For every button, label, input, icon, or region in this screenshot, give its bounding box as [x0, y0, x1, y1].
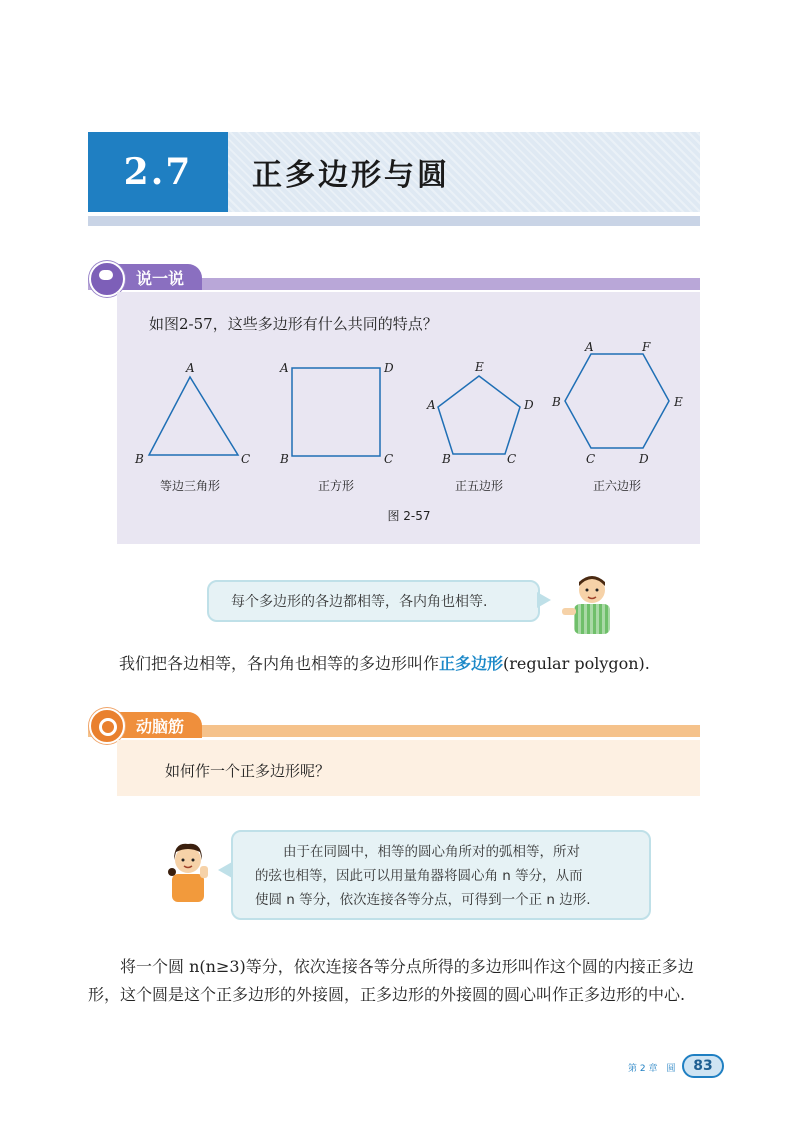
pentagon-outline [438, 376, 520, 454]
bubble-line: 由于在同圆中，相等的圆心角所对的弧相等，所对 [283, 844, 580, 860]
bubble-line: 使圆 n 等分，依次连接各等分点，可得到一个正 n 边形. [255, 892, 591, 908]
speech-bubble-2 [231, 830, 651, 920]
definition-term: 正多边形 [439, 654, 504, 673]
brain-tab-label: 动脑筋 [118, 712, 202, 738]
hexagon-vertex-label: F [642, 340, 651, 354]
equilateral-triangle-shape [134, 361, 250, 493]
definition-suffix: (regular polygon). [503, 654, 650, 673]
section-title: 正多边形与圆 [252, 158, 450, 193]
triangle-vertex-label: B [135, 452, 144, 466]
square-vertex-label: A [280, 361, 289, 375]
hexagon-vertex-label: C [586, 452, 596, 466]
page-number: 83 [682, 1054, 724, 1078]
triangle-vertex-label: A [186, 361, 195, 375]
figure-2-57 [117, 335, 700, 535]
speech-bubble-tail [537, 592, 551, 608]
pentagon-vertex-label: A [427, 398, 436, 412]
shape-caption: 等边三角形 [159, 479, 221, 493]
header-underline [88, 216, 700, 226]
paragraph-text: 将一个圆 n(n≥3)等分，依次连接各等分点所得的多边形叫作这个圆的内接正多边形，这个圆是这个正多边形的外接圆，正多边形的外接圆的圆心叫作正多边形的中心. [88, 957, 694, 1004]
speak-question: 如图2-57，这些多边形有什么共同的特点？ [149, 315, 438, 333]
section-number: 2.7 [88, 132, 228, 212]
triangle-vertex-label: C [241, 452, 251, 466]
square-vertex-label: B [280, 452, 289, 466]
hexagon-vertex-label: E [674, 395, 683, 409]
girl-character-icon [160, 838, 216, 902]
hexagon-vertex-label: A [585, 340, 594, 354]
square-vertex-label: D [384, 361, 394, 375]
speech-bubble-tail [218, 862, 232, 878]
hexagon-vertex-label: B [552, 395, 561, 409]
pentagon-vertex-label: D [524, 398, 534, 412]
figure-caption: 图 2-57 [387, 509, 431, 523]
pentagon-vertex-label: E [475, 360, 484, 374]
pentagon-vertex-label: C [507, 452, 517, 466]
square-outline [292, 368, 380, 456]
definition-prefix: 我们把各边相等，各内角也相等的多边形叫作 [119, 654, 440, 673]
regular-pentagon-shape [426, 360, 534, 493]
shape-caption: 正方形 [317, 479, 355, 493]
speak-tab-label: 说一说 [118, 264, 202, 290]
brain-question: 如何作一个正多边形呢？ [165, 762, 331, 780]
triangle-outline [149, 377, 238, 455]
shape-caption: 正五边形 [454, 479, 504, 493]
bubble-line: 的弦也相等，因此可以用量角器将圆心角 n 等分，从而 [255, 868, 583, 884]
gear-icon [89, 708, 125, 744]
hexagon-vertex-label: D [639, 452, 649, 466]
pentagon-vertex-label: B [442, 452, 451, 466]
boy-character-icon [560, 570, 620, 634]
footer-chapter: 第 2 章 圆 [628, 1064, 676, 1074]
square-vertex-label: C [384, 452, 394, 466]
definition-text [119, 651, 650, 674]
regular-hexagon-shape [551, 340, 683, 493]
speech-bubble-1: 每个多边形的各边都相等，各内角也相等. [207, 580, 540, 622]
shape-caption: 正六边形 [592, 479, 642, 493]
square-shape [279, 361, 394, 493]
body-paragraph [88, 953, 703, 1009]
hexagon-outline [565, 354, 669, 448]
